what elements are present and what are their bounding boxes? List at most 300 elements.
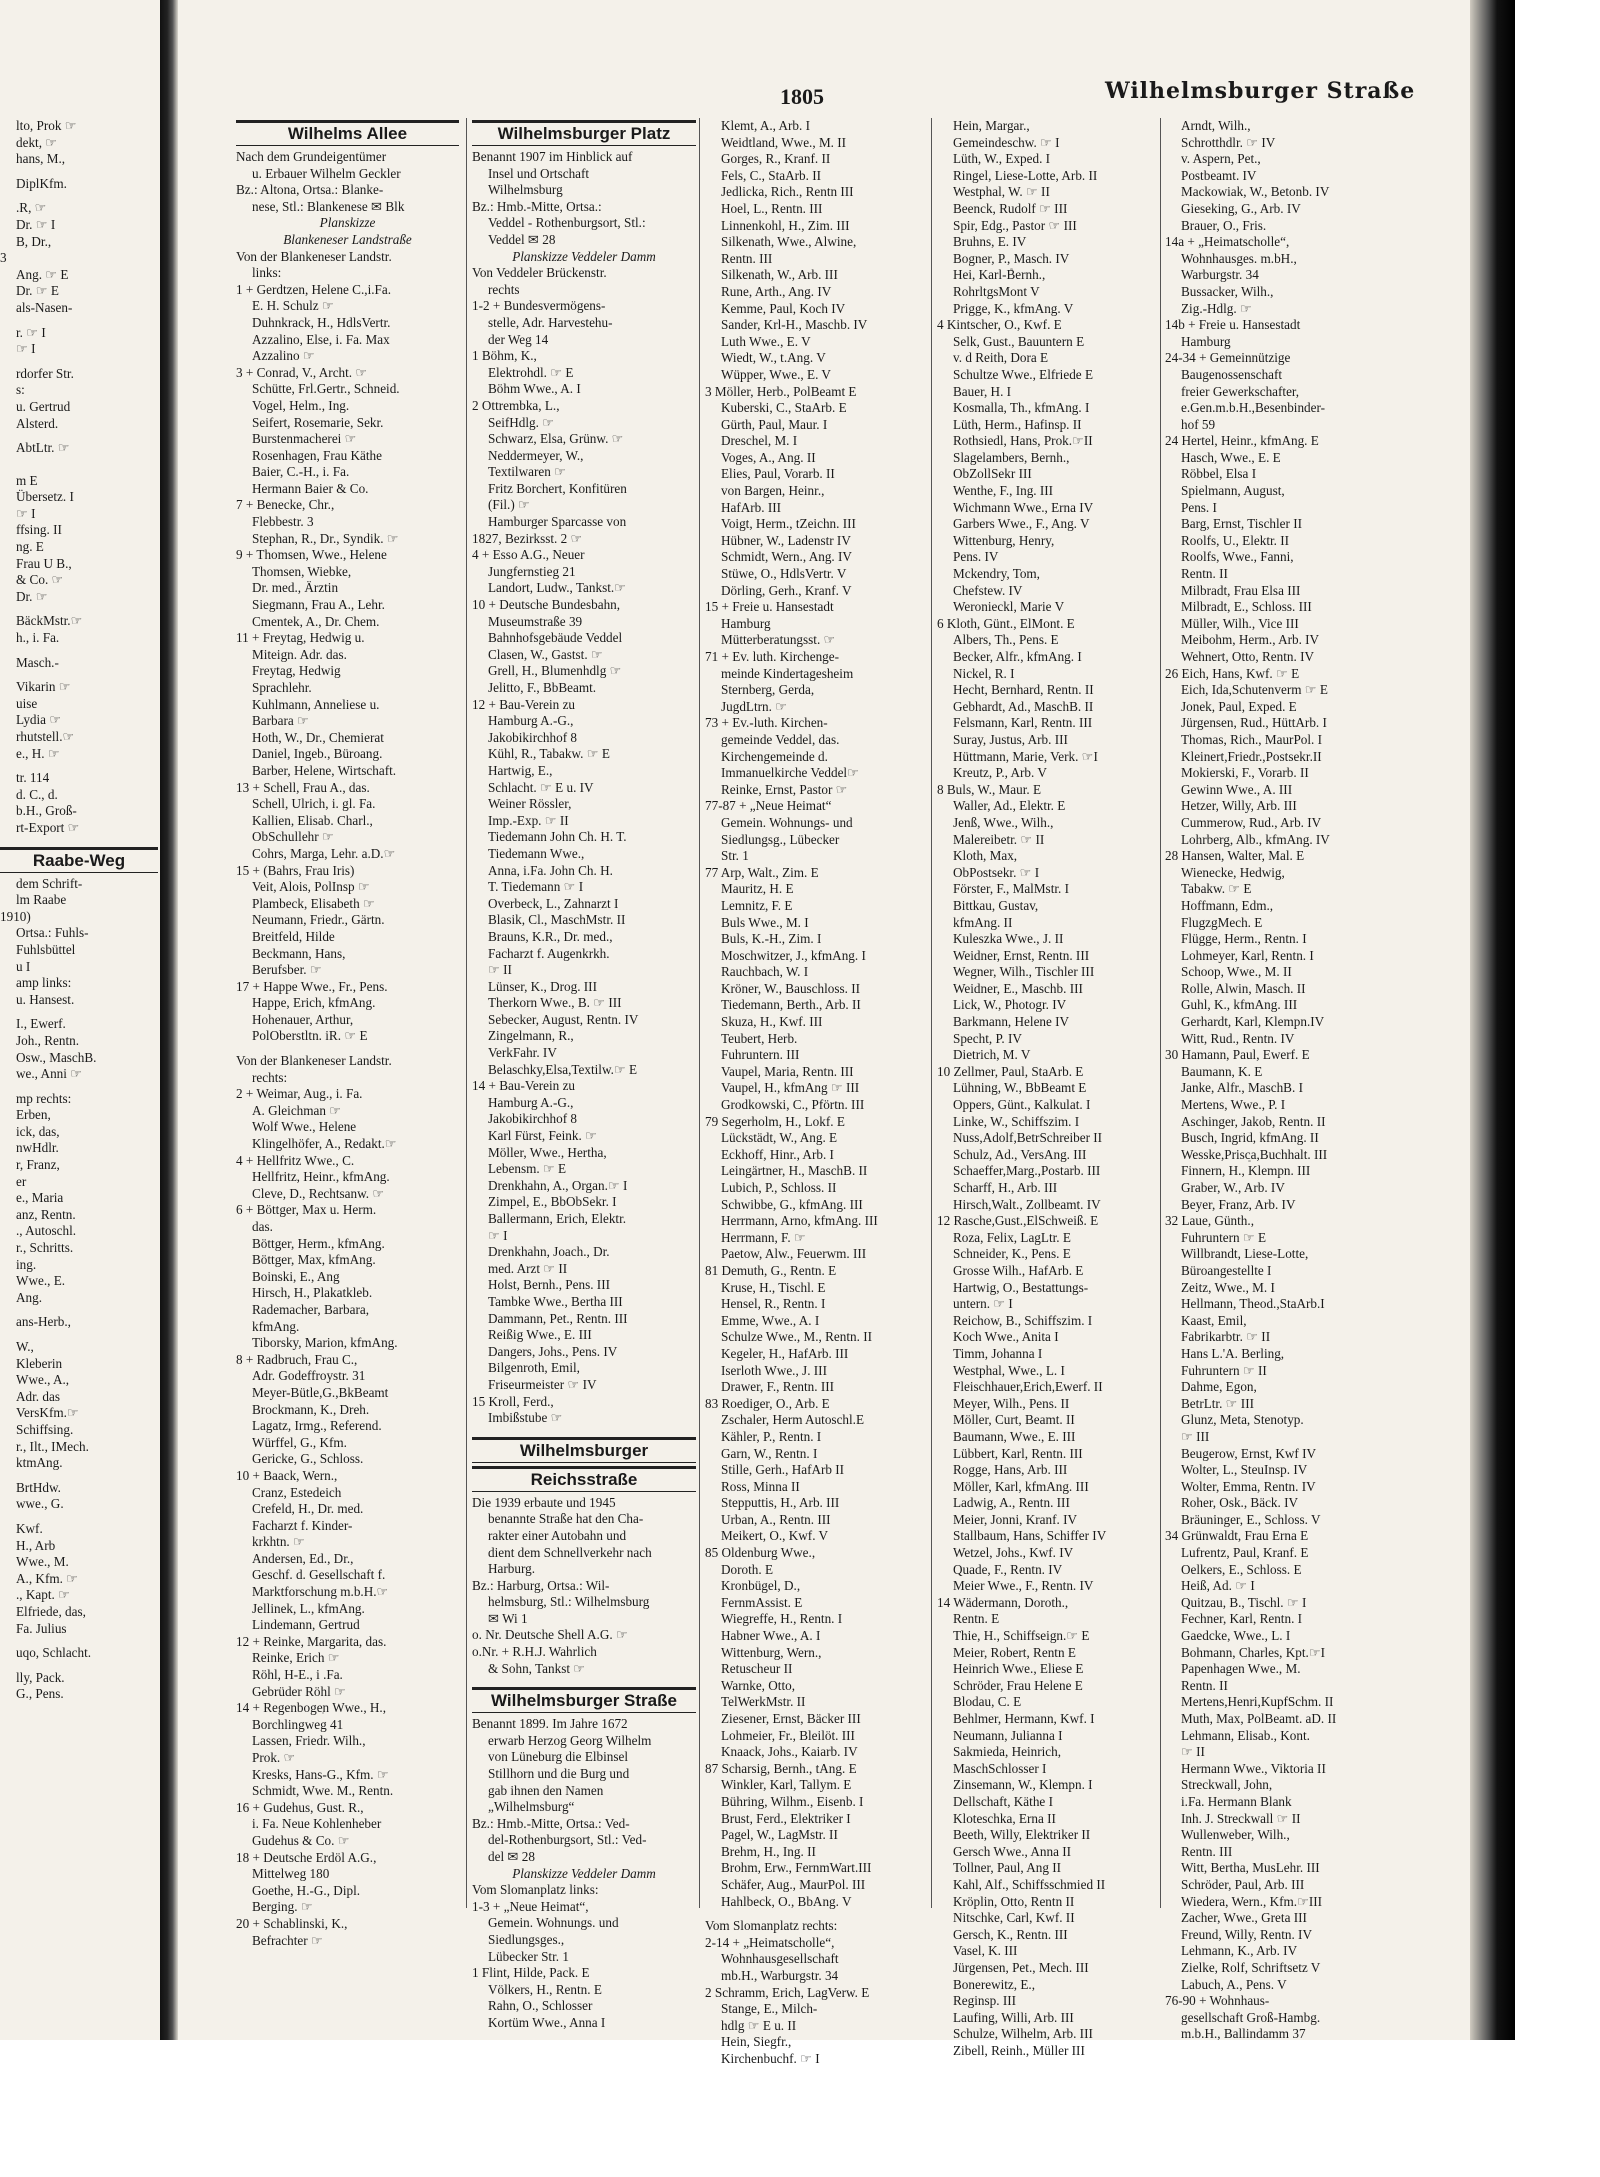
resident-entry: Rahn, O., Schlosser [488,1998,593,2014]
resident-entry: gab ihnen den Namen [488,1782,604,1798]
resident-entry: Wetzel, Johs., Kwf. IV [953,1545,1074,1561]
resident-entry: Tiedemann, Berth., Arb. II [721,997,861,1013]
resident-entry: erwarb Herzog Georg Wilhelm [488,1732,652,1748]
resident-entry: Förster, F., MalMstr. I [953,881,1070,897]
resident-entry: Kresks, Hans-G., Kfm. ☞ [252,1766,389,1782]
resident-entry: Gürth, Paul, Maur. I [721,416,828,432]
spacer [0,457,158,465]
resident-entry: Hartwig, O., Bestattungs- [953,1279,1089,1295]
column-rule [1160,118,1161,1908]
resident-entry: Barkmann, Helene IV [953,1014,1070,1030]
resident-entry: Lehmann, Elisab., Kont. [1181,1727,1310,1743]
resident-entry: Daniel, Ingeb., Büroang. [252,746,383,762]
resident-entry: Brehm, H., Ing. II [721,1843,816,1859]
resident-entry: Str. 1 [721,848,749,864]
resident-entry: Lübecker Str. 1 [488,1948,569,1964]
resident-entry: Lick, W., Photogr. IV [953,997,1067,1013]
house-entry: 2-14 + „Heimatscholle“, [705,1934,835,1950]
resident-entry: ☞ II [488,962,512,978]
resident-entry: Facharzt f. Kinder- [252,1517,353,1533]
resident-entry: Hohenauer, Arthur, [252,1011,354,1027]
text-column-2 [472,118,696,2030]
resident-entry: Glunz, Meta, Stenotyp. [1181,1412,1304,1428]
spacer [0,1331,158,1339]
resident-entry: T. Tiedemann ☞ I [488,879,584,895]
resident-entry: Sakmieda, Heinrich, [953,1744,1062,1760]
resident-entry: Kirchenbuchf. ☞ I [721,2050,820,2066]
resident-entry: der Weg 14 [488,331,549,347]
resident-entry: Cohrs, Marga, Lehr. a.D.☞ [252,845,396,861]
resident-entry: Meikert, O., Kwf. V [721,1528,829,1544]
resident-entry: Bahnhofsgebäude Veddel [488,630,623,646]
house-entry: 81 Demuth, G., Rentn. E [705,1262,837,1278]
resident-entry: Würffel, G., Kfm. [252,1434,347,1450]
resident-entry: Jenß, Wwe., Wilh., [953,814,1054,830]
resident-entry: Schlacht. ☞ E u. IV [488,779,594,795]
resident-entry: Spielmann, August, [1181,483,1285,499]
resident-entry: ☞ I [16,505,36,521]
resident-entry: Gebrüder Röhl ☞ [252,1683,346,1699]
resident-entry: Schwibbe, G., kfmAng. III [721,1196,863,1212]
resident-entry: Kosmalla, Th., kfmAng. I [953,400,1090,416]
resident-entry: Insel und Ortschaft [488,165,590,181]
resident-entry: Möller, Curt, Beamt. II [953,1412,1075,1428]
text-line: Nach dem Grundeigentümer [236,149,387,164]
resident-entry: Veit, Alois, PolInsp ☞ [252,879,370,895]
resident-entry: tr. 114 [16,770,50,786]
resident-entry: Schultze Wwe., Elfriede E [953,366,1094,382]
resident-entry: Schell, Ulrich, i. gl. Fa. [252,796,376,812]
resident-entry: Garn, W., Rentn. I [721,1445,818,1461]
scan-speck [1248,1160,1251,1162]
resident-entry: Knaack, Johs., Kaiarb. IV [721,1744,858,1760]
resident-entry: del-Rothenburgsort, Stl.: Ved- [488,1832,647,1848]
house-entry: 2 Ottrembka, L., [472,397,560,413]
resident-entry: Gemein. Wohnungs- und [721,814,853,830]
resident-entry: Ballermann, Erich, Elektr. [488,1211,627,1226]
spacer [0,1513,158,1521]
resident-entry: Hübner, W., Ladenstr IV [721,532,851,548]
resident-entry: Wichmann Wwe., Erna IV [953,499,1094,515]
resident-entry: Boinski, E., Ang [252,1268,340,1284]
resident-entry: BetrLtr. ☞ III [1181,1395,1254,1411]
text-line: Vom Slomanplatz links: [472,1882,599,1898]
spacer [0,465,158,473]
resident-entry: Schmidt, Wern., Ang. IV [721,549,852,565]
resident-entry: Ang. ☞ E [16,266,69,282]
resident-entry: Wolf Wwe., Helene [252,1119,357,1135]
resident-entry: anz, Rentn. [16,1206,76,1222]
resident-entry: Schmidt, Wwe. M., Rentn. [252,1783,394,1799]
resident-entry: we., Anni ☞ [16,1066,83,1082]
house-entry: 24-34 + Gemeinnützige [1165,350,1291,366]
house-entry: 16 + Gudehus, Gust. R., [236,1799,364,1815]
resident-entry: Imp.-Exp. ☞ II [488,812,569,828]
resident-entry: Emme, Wwe., A. I [721,1312,820,1328]
resident-entry: Lohmeier, Fr., Bleilöt. III [721,1727,855,1743]
resident-entry: Tiedemann Wwe., [488,845,585,861]
resident-entry: Reinke, Ernst, Pastor ☞ [721,781,848,797]
spacer [472,1677,696,1685]
resident-entry: als-Nasen- [16,299,73,315]
resident-entry: Hans L.'A. Berling, [1181,1345,1285,1361]
resident-entry: rhutstell.☞ [16,729,75,744]
resident-entry: Hirsch, H., Plakatkleb. [252,1285,373,1301]
resident-entry: Specht, P. IV [953,1030,1022,1046]
resident-entry: Rentn. III [721,250,773,266]
resident-entry: ., Kapt. ☞ [16,1587,70,1603]
resident-entry: Schröder, Paul, Arb. III [1181,1876,1305,1892]
resident-entry: Mauritz, H. E [721,881,794,897]
resident-entry: I., Ewerf. [16,1016,66,1032]
resident-entry: Azzalino ☞ [252,348,315,364]
resident-entry: Happe, Erich, kfmAng. [252,995,376,1011]
resident-entry: Roolfs, U., Elektr. II [1181,532,1290,548]
resident-entry: Weiner Rössler, [488,796,572,812]
resident-entry: mp rechts: [16,1090,72,1106]
resident-entry: Papenhagen Wwe., M. [1181,1661,1301,1677]
resident-entry: Guhl, K., kfmAng. III [1181,997,1298,1013]
house-entry: 79 Segerholm, H., Lokf. E [705,1113,845,1129]
resident-entry: Busch, Ingrid, kfmAng. II [1181,1130,1319,1146]
resident-entry: m E [16,472,38,488]
house-entry: 13 + Schell, Frau A., das. [236,779,370,795]
resident-entry: Hei, Karl-Bernh., [953,267,1046,283]
resident-entry: Eckhoff, Hinr., Arb. I [721,1146,834,1162]
house-entry: 2 Schramm, Erich, LagVerw. E [705,1984,870,2000]
resident-entry: Fuhruntern ☞ II [1181,1362,1267,1378]
resident-entry: .R, ☞ [16,200,47,216]
resident-entry: r., Schritts. [16,1240,74,1256]
resident-entry: Mackowiak, W., Betonb. IV [1181,184,1330,200]
resident-entry: Fritz Borchert, Konfitüren [488,480,627,496]
resident-entry: Aschinger, Jakob, Rentn. II [1181,1113,1326,1129]
resident-entry: Reißig Wwe., E. III [488,1327,592,1343]
text-column-5 [1165,118,1390,2042]
resident-entry: Voges, A., Ang. II [721,449,816,465]
resident-entry: Sebecker, August, Rentn. IV [488,1011,639,1027]
text-column-1 [236,118,459,1948]
resident-entry: ktmAng. [16,1455,63,1471]
resident-entry: VersKfm.☞ [16,1405,79,1421]
resident-entry: Tambke Wwe., Bertha III [488,1293,623,1309]
resident-entry: kfmAng. II [953,914,1013,930]
resident-entry: Pens. IV [953,549,999,565]
resident-entry: „Wilhelmsburg“ [488,1799,575,1815]
resident-entry: ✉ Wi 1 [488,1610,528,1626]
resident-entry: ng. E [16,539,44,555]
resident-entry: Lüth, W., Exped. I [953,151,1051,167]
resident-entry: Felsmann, Karl, Rentn. III [953,715,1093,731]
resident-entry: Willbrandt, Liese-Lotte, [1181,1246,1309,1262]
resident-entry: Joh., Rentn. [16,1032,80,1048]
resident-entry: r, Franz, [16,1157,60,1173]
resident-entry: Thomas, Rich., MaurPol. I [1181,731,1323,747]
resident-entry: Cranz, Estedeich [252,1484,342,1500]
resident-entry: Beeth, Willy, Elektriker II [953,1827,1091,1843]
resident-entry: ObSchullehr ☞ [252,829,334,845]
house-entry: 12 + Reinke, Margarita, das. [236,1633,387,1649]
resident-entry: Silkenath, Wwe., Alwine, [721,234,857,250]
resident-entry: Barg, Ernst, Tischler II [1181,516,1303,532]
house-entry: 10 + Baack, Wern., [236,1467,338,1483]
resident-entry: u. Gertrud [16,398,71,414]
resident-entry: Fleischhauer,Erich,Ewerf. II [953,1379,1103,1395]
resident-entry: Veddel ✉ 28 [488,231,556,247]
spacer [0,1662,158,1670]
resident-entry: Tiedemann John Ch. H. T. [488,829,627,845]
resident-entry: Neddermeyer, W., [488,447,584,463]
resident-entry: Brockmann, K., Dreh. [252,1401,370,1417]
text-column-4 [937,118,1160,2058]
resident-entry: Kuhlmann, Anneliese u. [252,696,380,712]
house-entry: 1 Flint, Hilde, Pack. E [472,1965,590,1981]
resident-entry: von Lüneburg die Elbinsel [488,1749,629,1765]
resident-entry: Rauchbach, W. I [721,964,809,980]
resident-entry: Fabrikarbtr. ☞ II [1181,1329,1271,1345]
house-entry: 6 Kloth, Günt., ElMont. E [937,615,1075,631]
resident-entry: i. Fa. Neue Kohlenheber [252,1816,382,1832]
resident-entry: Wehnert, Otto, Rentn. IV [1181,649,1314,664]
resident-entry: Ross, Minna II [721,1478,800,1494]
resident-entry: Meyer, Wilh., Pens. II [953,1395,1070,1411]
house-entry: 77-87 + „Neue Heimat“ [705,798,832,814]
resident-entry: Gebhardt, Ad., MaschB. II [953,698,1094,714]
resident-entry: Pagel, W., LagMstr. II [721,1827,838,1843]
resident-entry: gemeinde Veddel, das. [721,731,840,747]
resident-entry: Siedlungsges., [488,1931,565,1947]
resident-entry: Mittelweg 180 [252,1866,330,1882]
resident-entry: Janke, Alfr., MaschB. I [1181,1080,1303,1096]
spacer [0,432,158,440]
resident-entry: Gerhardt, Karl, Klempn.IV [1181,1014,1325,1030]
resident-entry: Facharzt f. Augenkrkh. [488,945,610,961]
resident-entry: Bühring, Wilhm., Eisenb. I [721,1793,864,1809]
resident-entry: Stange, E., Milch- [721,2001,818,2017]
house-entry: 30 Hamann, Paul, Ewerf. E [1165,1047,1310,1063]
resident-entry: Lückstädt, W., Ang. E [721,1130,838,1146]
resident-entry: Fa. Julius [16,1620,67,1636]
resident-entry: Rolle, Alwin, Masch. II [1181,980,1306,996]
scan-speck [322,1712,324,1714]
resident-entry: Kemme, Paul, Koch IV [721,300,846,316]
resident-entry: ObPostsekr. ☞ I [953,864,1040,880]
resident-entry: Elfriede, das, [16,1603,86,1619]
resident-entry: AbtLtr. ☞ [16,440,70,456]
resident-entry: Stepputtis, H., Arb. III [721,1495,840,1511]
spacer [0,317,158,325]
resident-entry: das. [252,1219,273,1234]
resident-entry: Osw., MaschB. [16,1049,97,1065]
resident-entry: rakter einer Autobahn und [488,1527,627,1543]
resident-entry: H., Arb [16,1537,56,1553]
resident-entry: Kirchengemeinde d. [721,748,828,764]
resident-entry: Klingelhöfer, A., Redakt.☞ [252,1136,397,1152]
resident-entry: Jürgensen, Rud., HüttArb. I [1181,715,1327,731]
resident-entry: Finnern, H., Klempn. III [1181,1163,1311,1179]
resident-entry: Flebbestr. 3 [252,514,314,530]
house-entry: 15 Kroll, Ferd., [472,1393,554,1409]
house-entry: 28 Hansen, Walter, Mal. E [1165,848,1305,864]
resident-entry: Alsterd. [16,415,59,431]
resident-entry: Mütterberatungsst. ☞ [721,632,836,648]
resident-entry: h., i. Fa. [16,630,60,646]
house-entry: 4 + Hellfritz Wwe., C. [236,1152,355,1168]
house-entry: 1 Böhm, K., [472,348,537,364]
resident-entry: Luth Wwe., E. V [721,333,811,349]
resident-entry: Retuscheur II [721,1661,793,1677]
house-entry: 85 Oldenburg Wwe., [705,1545,816,1561]
resident-entry: lly, Pack. [16,1669,65,1685]
resident-entry: Barbara ☞ [252,713,309,729]
resident-entry: MaschSchlosser I [953,1760,1047,1776]
house-entry: 26 Eich, Hans, Kwf. ☞ E [1165,665,1300,681]
resident-entry: von Bargen, Heinr., [721,483,825,499]
resident-entry: Schulz, Ad., VersAng. III [953,1146,1087,1162]
text-line: Von Veddeler Brückenstr. [472,265,607,281]
resident-entry: Mertens,Henri,KupfSchm. II [1181,1694,1334,1710]
resident-entry: Selk, Gust., Bauuntern E [953,333,1085,349]
resident-entry: Landort, Ludw., Tankst.☞ [488,580,626,596]
resident-entry: Elektrohdl. ☞ E [488,364,574,380]
resident-entry: benannte Straße hat den Cha- [488,1511,644,1527]
resident-entry: A. Gleichman ☞ [252,1102,342,1118]
resident-entry: Böhm Wwe., A. I [488,381,581,397]
resident-entry: & Co. ☞ [16,572,64,588]
resident-entry: Arndt, Wilh., [1181,118,1251,133]
text-line: Bz.: Harburg, Ortsa.: Wil- [472,1577,610,1593]
resident-entry: ☞ I [488,1227,508,1243]
resident-entry: Bogner, P., Masch. IV [953,250,1070,266]
resident-entry: Timm, Johanna I [953,1345,1043,1361]
street-heading: Wilhelmsburger Platz [472,120,696,146]
resident-entry: Laufing, Willi, Arb. III [953,2009,1074,2025]
resident-entry: Flügge, Herm., Rentn. I [1181,931,1307,947]
resident-entry: u. Hansest. [16,991,75,1007]
resident-entry: Lohmeyer, Karl, Rentn. I [1181,947,1314,963]
house-entry: 14 Wädermann, Doroth., [937,1594,1069,1610]
resident-entry: Lassen, Friedr. Wilh., [252,1733,366,1749]
resident-entry: Gudehus & Co. ☞ [252,1832,350,1848]
resident-entry: Gersch, K., Rentn. III [953,1926,1068,1942]
resident-entry: Gemeindeschw. ☞ I [953,134,1060,150]
resident-entry: Röbbel, Elsa I [1181,466,1257,482]
resident-entry: Wilhelmsburg [488,182,563,198]
resident-entry: Hamburger Sparcasse von [488,514,627,530]
resident-entry: Gaedcke, Wwe., L. I [1181,1628,1291,1644]
resident-entry: Kleinert,Friedr.,Postsekr.II [1181,748,1322,764]
resident-entry: Lubich, P., Schloss. II [721,1180,837,1195]
resident-entry: Buls Wwe., M. I [721,914,809,930]
resident-entry: Quade, F., Rentn. IV [953,1561,1063,1577]
resident-entry: Erben, [16,1107,51,1123]
resident-entry: helmsburg, Stl.: Wilhelmsburg [488,1594,650,1610]
resident-entry: Fechner, Karl, Rentn. I [1181,1611,1303,1627]
resident-entry: links: [252,265,282,281]
resident-entry: Waller, Ad., Elektr. E [953,798,1066,814]
resident-entry: Stallbaum, Hans, Schiffer IV [953,1528,1107,1544]
resident-entry: Masch.- [16,654,59,670]
resident-entry: Bilgenroth, Emil, [488,1360,580,1376]
resident-entry: Vikarin ☞ [16,679,71,695]
resident-entry: nwHdlr. [16,1140,59,1156]
house-entry: 14 + Regenbogen Wwe., H., [236,1700,387,1716]
resident-entry: Brauer, O., Fris. [1181,217,1267,233]
resident-entry: Wegner, Wilh., Tischler III [953,964,1095,980]
resident-entry: Hamburg [721,615,771,631]
resident-entry: Zacher, Wwe., Greta III [1181,1910,1307,1926]
resident-entry: uise [16,695,38,711]
resident-entry: Vasel, K. III [953,1943,1018,1959]
resident-entry: Gericke, G., Schloss. [252,1451,364,1467]
resident-entry: Hensel, R., Rentn. I [721,1296,826,1312]
resident-entry: Reichow, B., Schiffszim. I [953,1312,1093,1328]
resident-entry: Azzalino, Else, i. Fa. Max [252,331,390,347]
resident-entry: Rothsiedl, Hans, Prok.☞II [953,433,1093,449]
resident-entry: Hartwig, E., [488,762,553,778]
resident-entry: Kronbügel, D., [721,1578,801,1594]
resident-entry: Büroangestellte I [1181,1262,1272,1278]
resident-entry: Quitzau, B., Tischl. ☞ I [1181,1594,1307,1610]
resident-entry: dient dem Schnellverkehr nach [488,1544,652,1560]
text-line: Bz.: Altona, Ortsa.: Blanke- [236,182,384,198]
resident-entry: Jakobikirchhof 8 [488,1111,577,1127]
resident-entry: Hellmann, Theod.,StaArb.I [1181,1296,1325,1312]
resident-entry: Ladwig, A., Rentn. III [953,1495,1070,1511]
resident-entry: Paetow, Alw., Feuerwm. III [721,1246,867,1262]
resident-entry: Jellinek, L., kfmAng. [252,1600,365,1616]
house-entry: 71 + Ev. luth. Kirchenge- [705,649,840,664]
resident-entry: Kortüm Wwe., Anna I [488,2014,606,2030]
resident-entry: Behlmer, Hermann, Kwf. I [953,1711,1095,1726]
resident-entry: Moschwitzer, J., kfmAng. I [721,947,866,963]
resident-entry: Inh. J. Streckwall ☞ II [1181,1810,1301,1826]
resident-entry: Jedlicka, Rich., Rentn III [721,184,854,200]
street-heading: Wilhelms Allee [236,120,459,146]
resident-entry: Garbers Wwe., F., Ang. V [953,516,1090,532]
resident-entry: Kloth, Max, [953,848,1018,864]
house-entry: 10 Zellmer, Paul, StaArb. E [937,1063,1084,1079]
resident-entry: Suray, Justus, Arb. III [953,731,1068,747]
resident-entry: Bauer, H. I [953,383,1012,399]
resident-entry: Wesske,Prisca,Buchhalt. III [1181,1146,1328,1162]
resident-entry: Wiedt, W., t.Ang. V [721,350,826,366]
resident-entry: Imbißstube ☞ [488,1410,563,1426]
resident-entry: A., Kfm. ☞ [16,1570,79,1586]
resident-entry: Cmentek, A., Dr. Chem. [252,613,380,629]
resident-entry: Rentn. II [1181,566,1228,582]
resident-entry: Clasen, W., Gastst. ☞ [488,646,603,662]
resident-entry: Sander, Krl-H., Maschb. IV [721,317,868,333]
resident-entry: & Sohn, Tankst ☞ [488,1660,586,1676]
resident-entry: m.b.H., Ballindamm 37 [1181,2026,1306,2042]
resident-entry: Hamburg [1181,333,1231,349]
resident-entry: Beenck, Rudolf ☞ III [953,200,1068,216]
resident-entry: e.Gen.m.b.H.,Besenbinder- [1181,400,1326,416]
resident-entry: Rademacher, Barbara, [252,1301,369,1317]
resident-entry: Jungfernstieg 21 [488,563,576,579]
resident-entry: mb.H., Warburgstr. 34 [721,1967,839,1983]
house-entry: 3 Möller, Herb., PolBeamt E [705,383,857,399]
resident-entry: dekt, ☞ [16,134,58,150]
resident-entry: Schneider, K., Pens. E [953,1246,1071,1262]
resident-entry: Westphal, W. ☞ II [953,184,1050,200]
resident-entry: Burstenmacherei ☞ [252,431,357,447]
resident-entry: Lehmann, K., Arb. IV [1181,1943,1298,1959]
resident-entry: Lagatz, Irmg., Referend. [252,1418,382,1434]
map-reference: Planskizze Veddeler Damm [512,248,656,264]
text-line: Von der Blankeneser Landstr. [236,248,392,264]
